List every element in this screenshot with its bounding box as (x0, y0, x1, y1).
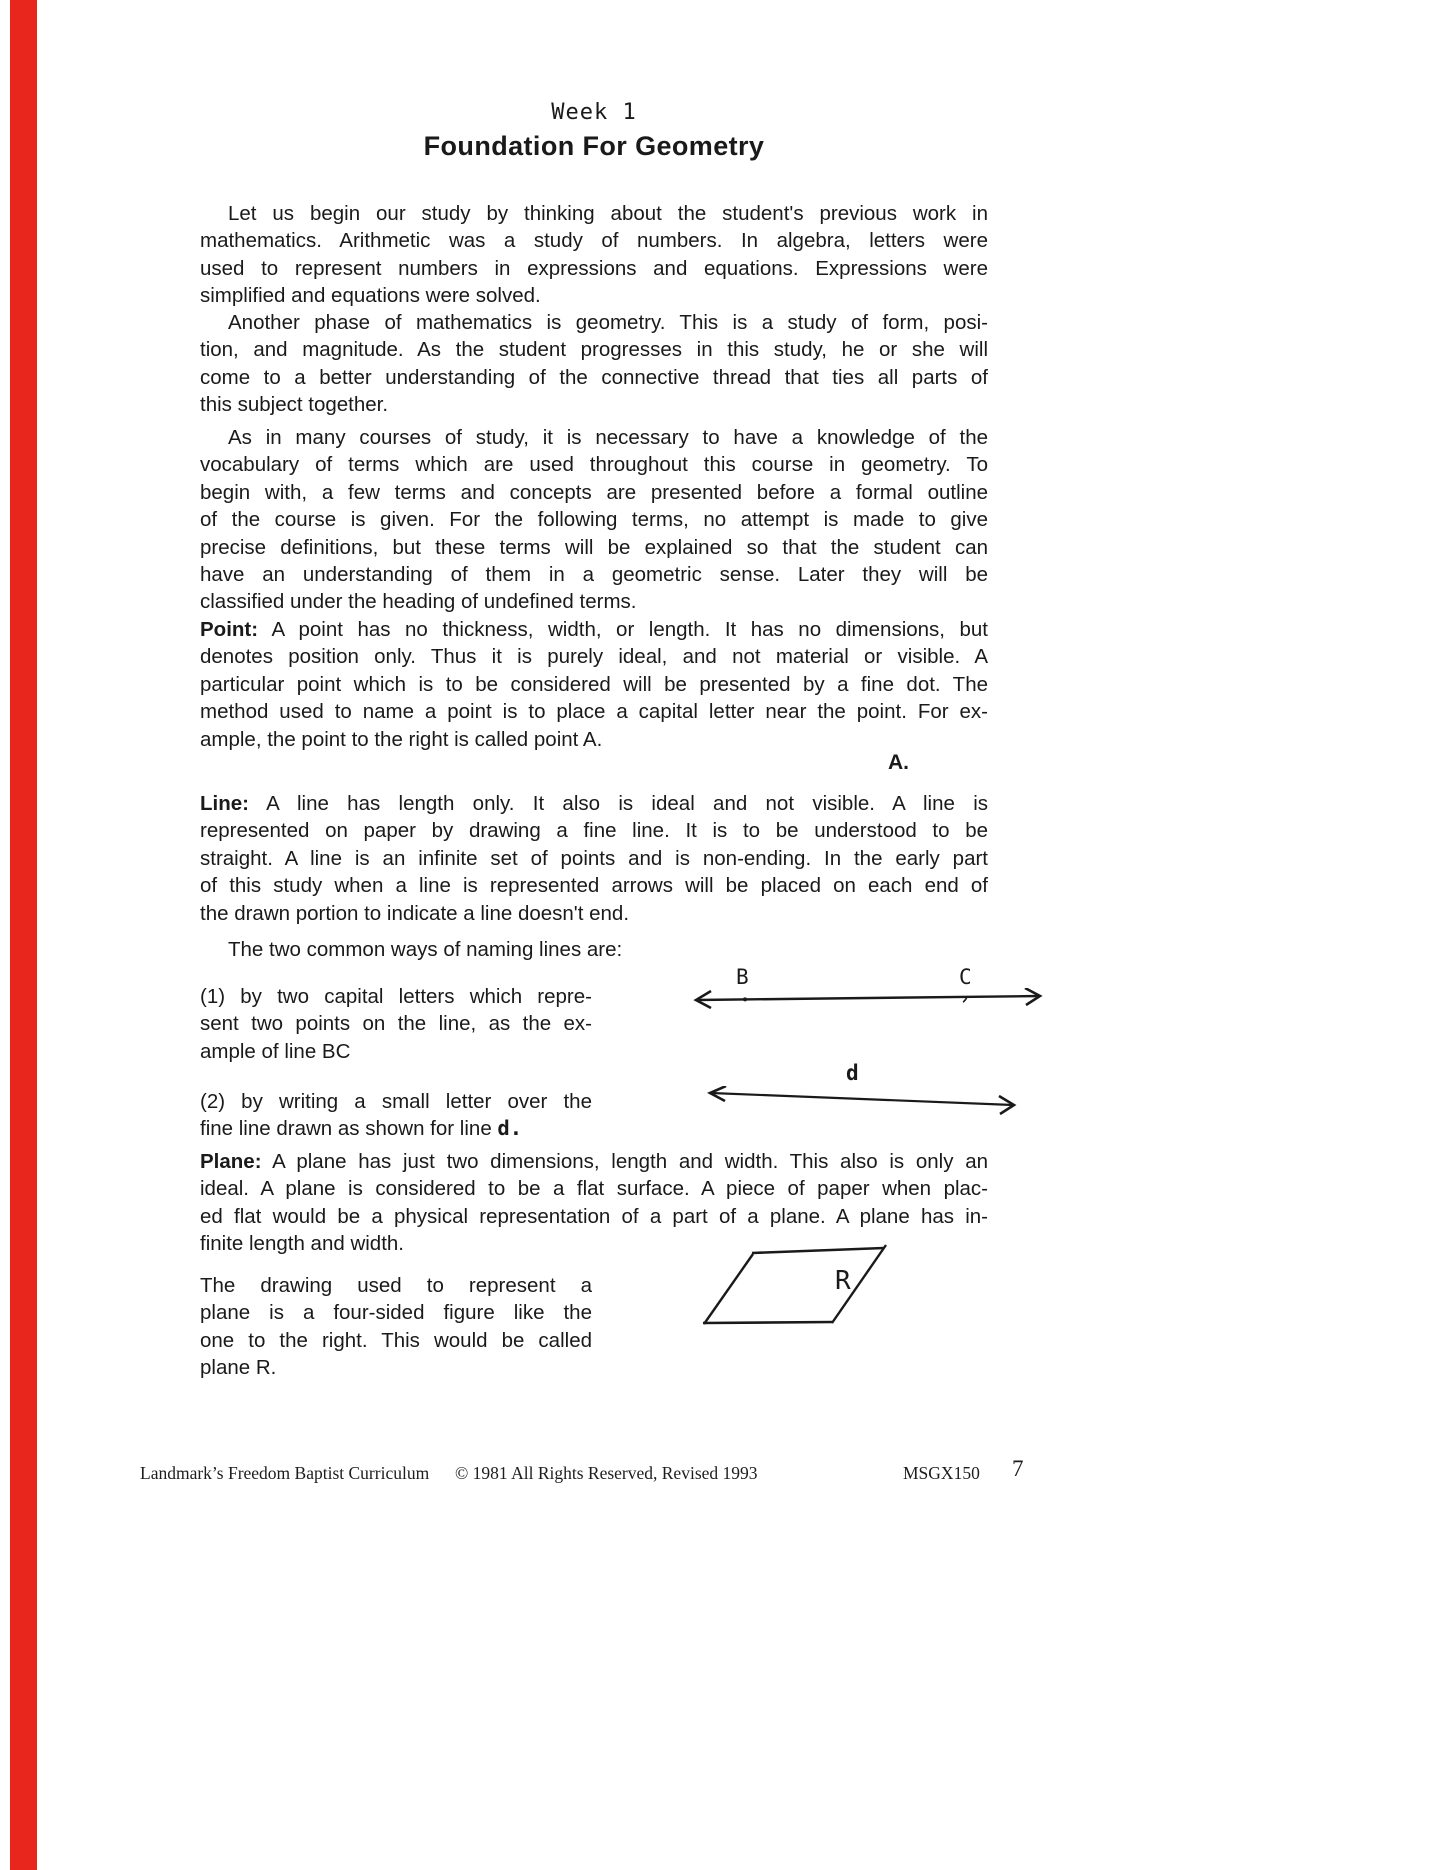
text-line: mathematics. Arithmetic was a study of numbers. In algebra, letters were (200, 229, 988, 253)
text-line: sent two points on the line, as the ex- (200, 1012, 592, 1036)
text-line: of this study when a line is represented arrows will be placed on each end of (200, 874, 988, 898)
text-line: ideal. A plane is considered to be a flat surface. A piece of paper when plac- (200, 1177, 988, 1201)
text-line: ample of line BC (200, 1039, 351, 1063)
text-line: method used to name a point is to place a capital letter near the point. For ex- (200, 700, 988, 724)
paragraph-intro-2 (200, 309, 988, 419)
text-line: (2) by writing a small letter over the (200, 1090, 592, 1113)
line-d-arrow (703, 1086, 1023, 1118)
line-d-diagram (703, 1062, 1023, 1118)
text-line (200, 790, 988, 817)
text-line: used to represent numbers in expressions and equations. Expressions were (200, 256, 988, 280)
point-paragraph-lines (200, 643, 988, 753)
page-title: Foundation For Geometry (423, 131, 765, 161)
point-b-label: B (736, 965, 749, 989)
text-line: Another phase of mathematics is geometry. This is a study of form, posi- (228, 311, 988, 334)
paragraph-point (200, 616, 988, 753)
line-bc-diagram (690, 966, 1050, 1012)
line-d-inline-label: d. (497, 1116, 523, 1141)
text-line: tion, and magnitude. As the student progresses in this study, he or she will (200, 338, 988, 362)
paragraph-intro-1 (200, 200, 988, 310)
paragraph-way-1 (200, 983, 592, 1065)
point-c-label: C (959, 965, 972, 989)
paragraph-line (200, 790, 988, 927)
text-line: one to the right. This would be called (200, 1328, 592, 1352)
text-line: particular point which is to be considered will be presented by a fine dot. The (200, 672, 988, 696)
text-line: straight. A line is an infinite set of points and is non-ending. In the early part (200, 846, 988, 870)
text-line: simplified and equations were solved. (200, 284, 541, 308)
paragraph-intro-3 (200, 424, 988, 616)
text-line: Let us begin our study by thinking about the student's previous work in (228, 202, 988, 225)
text-line: denotes position only. Thus it is purely ideal, and not material or visible. A (200, 645, 988, 669)
plane-bottom-edge (703, 1322, 833, 1323)
plane-top-edge (752, 1248, 884, 1253)
text-line: plane is a four-sided figure like the (200, 1301, 592, 1325)
way2-line-text: fine line drawn as shown for line (200, 1117, 498, 1141)
page-header (200, 100, 988, 162)
line-first-line: A line has length only. It also is ideal and not visible. A line is (248, 792, 988, 815)
text-line: vocabulary of terms which are used throughout this course in geometry. To (200, 453, 988, 477)
footer-page-number: 7 (1012, 1456, 1024, 1481)
footer-code: MSGX150 (903, 1463, 980, 1483)
ways-heading: The two common ways of naming lines are: (228, 938, 623, 961)
plane-r-label: R (835, 1266, 851, 1296)
point-example-label: A. (888, 751, 909, 774)
point-b-dot (743, 997, 747, 1001)
line-d-label: d (846, 1061, 859, 1085)
point-first-line: A point has no thickness, width, or length. It has no dimensions, but (258, 618, 988, 641)
text-line: classified under the heading of undefined terms. (200, 590, 637, 614)
plane-first-line: A plane has just two dimensions, length and width. This also is only an (261, 1150, 988, 1173)
paragraph-drawing (200, 1272, 592, 1382)
paragraph-plane (200, 1148, 988, 1258)
line-bc-arrow (690, 988, 1050, 1012)
text-line: (1) by two capital letters which repre- (200, 985, 592, 1008)
text-line: plane R. (200, 1356, 277, 1380)
text-line: come to a better understanding of the connective thread that ties all parts of (200, 365, 988, 389)
footer-copyright: © 1981 All Rights Reserved, Revised 1993 (455, 1463, 758, 1483)
plane-term-label: Plane: (200, 1150, 262, 1173)
text-line (200, 1115, 592, 1142)
d-line (711, 1093, 1013, 1105)
text-line: As in many courses of study, it is necessary to have a knowledge of the (228, 426, 988, 449)
plane-r-diagram (693, 1244, 898, 1332)
text-line: The drawing used to represent a (200, 1274, 592, 1297)
text-line: of the course is given. For the following terms, no attempt is made to give (200, 508, 988, 532)
red-edge-stripe (10, 0, 37, 1870)
text-line: this subject together. (200, 393, 389, 417)
text-line: ed flat would be a physical representation of a part of a plane. A plane has in- (200, 1204, 988, 1228)
week-label: Week 1 (551, 100, 637, 125)
bc-line (697, 996, 1040, 1000)
text-line: ample, the point to the right is called point A. (200, 727, 603, 751)
text-line: represented on paper by drawing a fine line. It is to be understood to be (200, 819, 988, 843)
line-paragraph-lines (200, 817, 988, 927)
text-line: have an understanding of them in a geometric sense. Later they will be (200, 563, 988, 587)
text-line (200, 616, 988, 643)
text-line: begin with, a few terms and concepts are presented before a formal outline (200, 480, 988, 504)
line-term-label: Line: (200, 792, 249, 815)
plane-left-edge (704, 1254, 753, 1324)
text-line: finite length and width. (200, 1232, 404, 1256)
paragraph-way-2 (200, 1088, 592, 1143)
footer-publisher: Landmark’s Freedom Baptist Curriculum (140, 1463, 430, 1483)
point-term-label: Point: (200, 618, 259, 641)
text-line: precise definitions, but these terms will be explained so that the student can (200, 535, 988, 559)
text-line (200, 1148, 988, 1175)
text-line: the drawn portion to indicate a line doesn't end. (200, 901, 630, 925)
